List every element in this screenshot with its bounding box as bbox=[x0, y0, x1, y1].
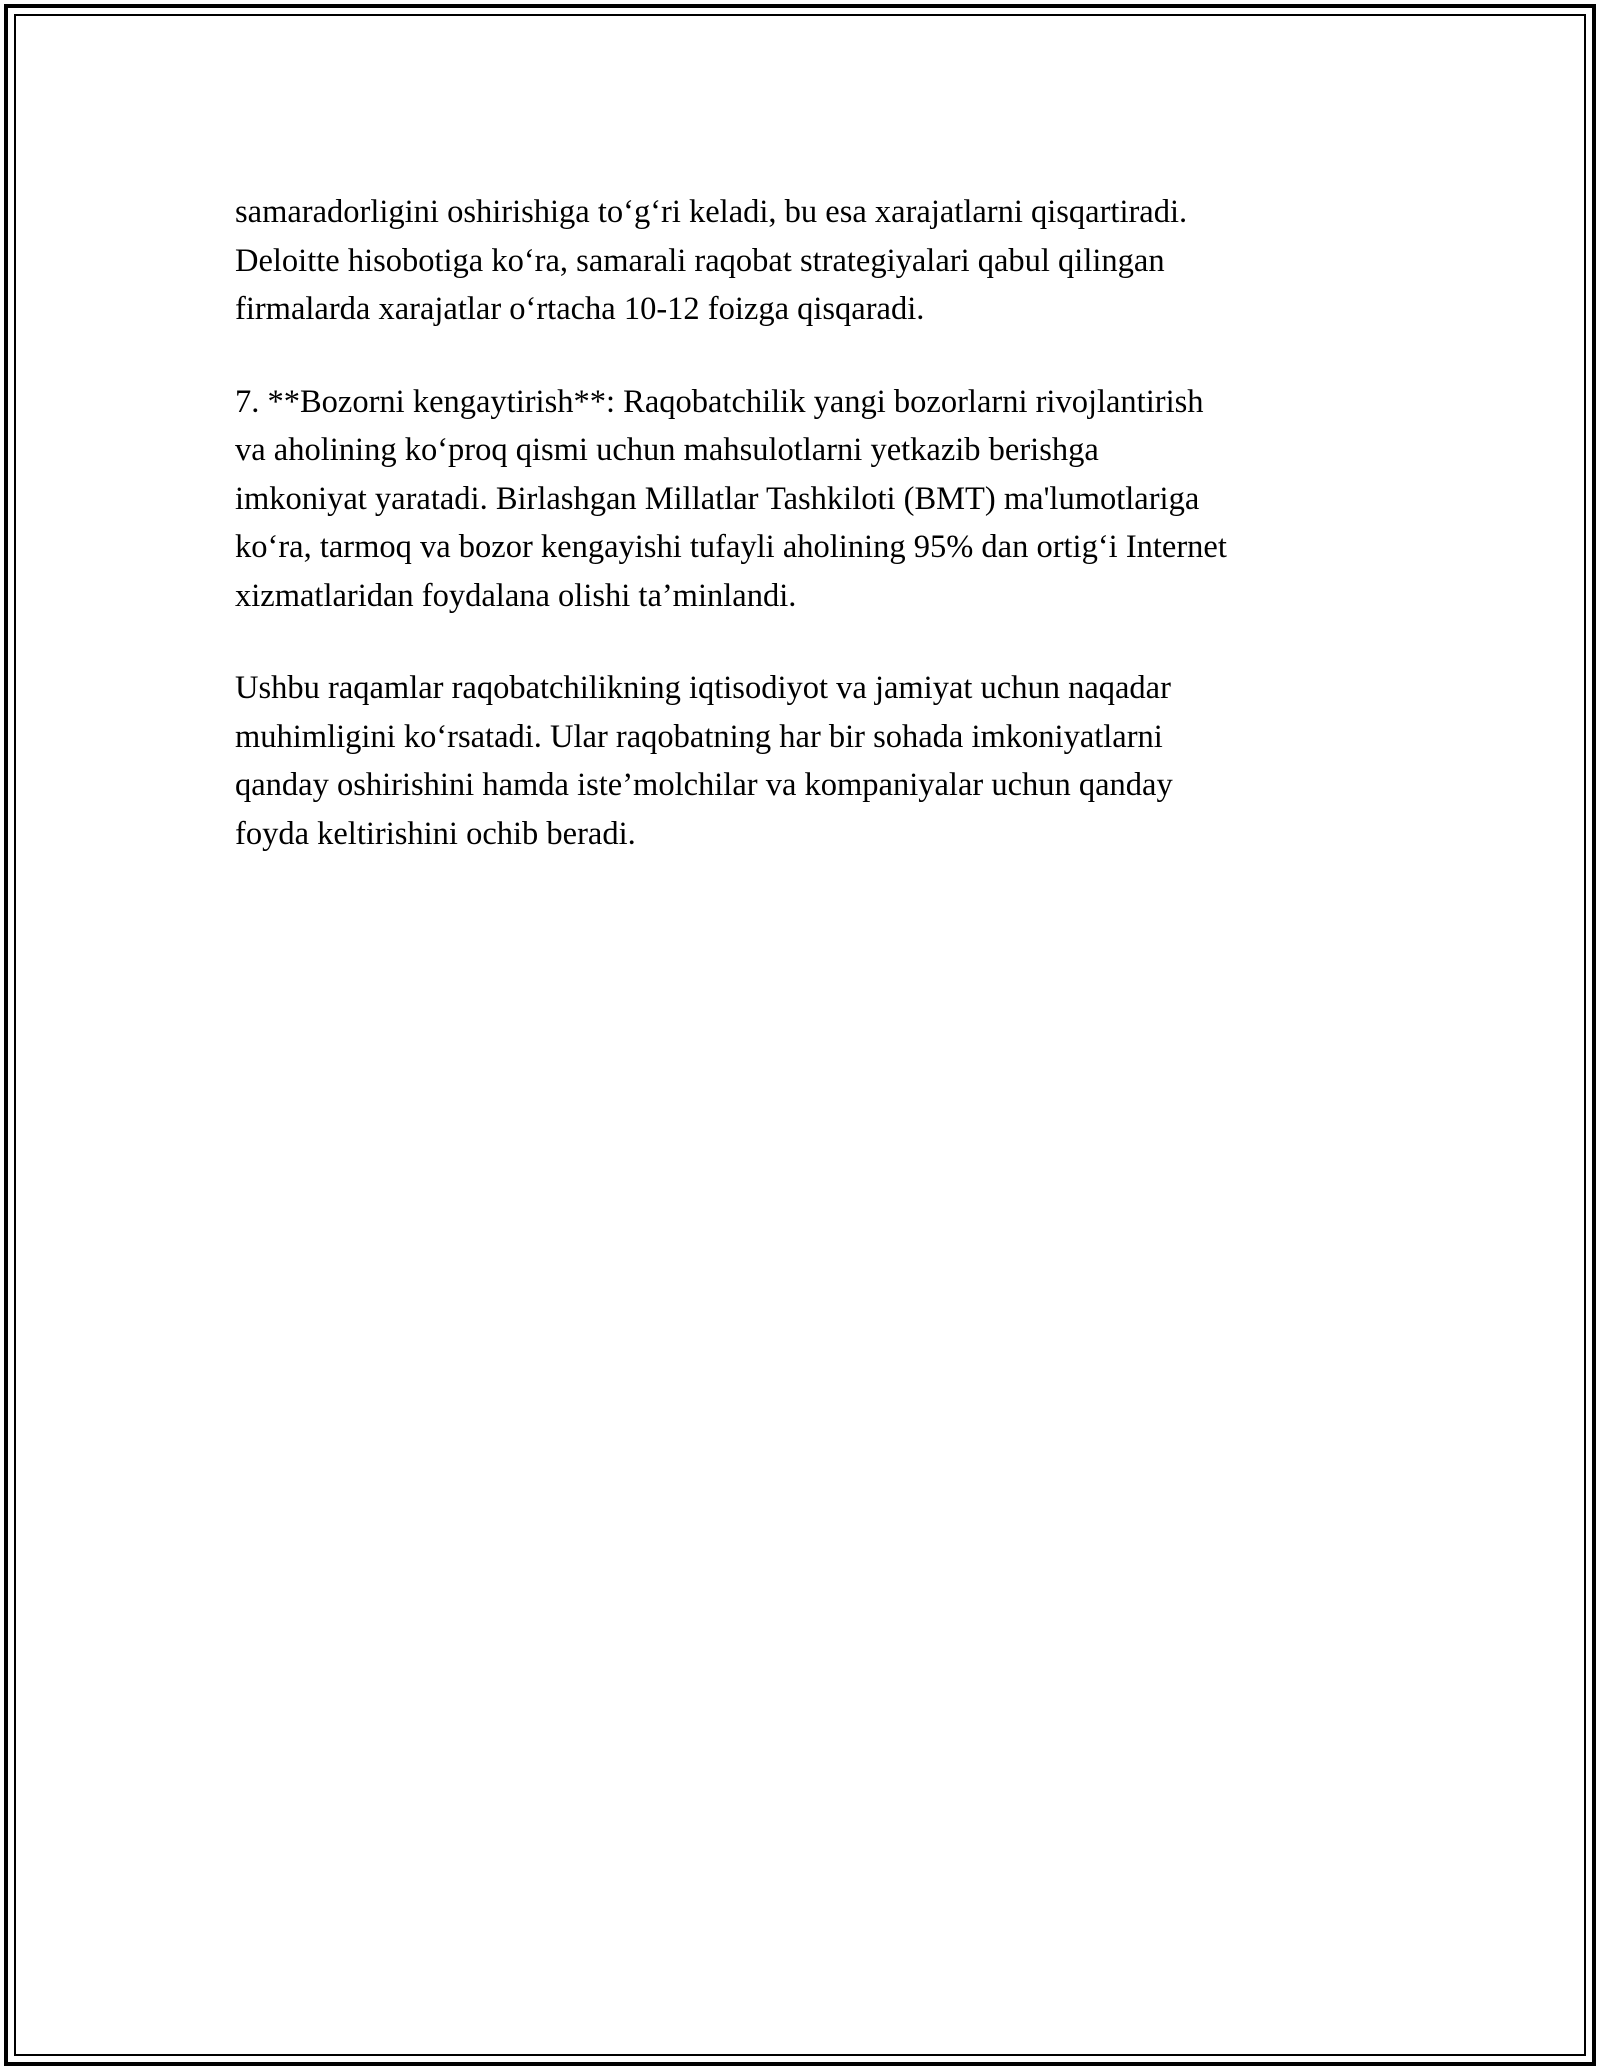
text-line: foyda keltirishini ochib beradi. bbox=[235, 815, 636, 852]
text-line: 7. **Bozorni kengaytirish**: Raqobatchilik yangi bozorlarni rivojlantirish bbox=[235, 383, 1204, 420]
document-body bbox=[235, 188, 1375, 902]
text-line: Deloitte hisobotiga ko‘ra, samarali raqobat strategiyalari qabul qilingan bbox=[235, 242, 1165, 279]
text-line: qanday oshirishini hamda iste’molchilar va kompaniyalar uchun qanday bbox=[235, 767, 1173, 803]
text-line: xizmatlaridan foydalana olishi ta’minlandi. bbox=[235, 577, 797, 614]
paragraph-market-expansion bbox=[235, 378, 1375, 621]
text-line: samaradorligini oshirishiga to‘g‘ri keladi, bu esa xarajatlarni qisqartiradi. bbox=[235, 194, 1188, 230]
paragraph-conclusion bbox=[235, 664, 1375, 858]
text-line: ko‘ra, tarmoq va bozor kengayishi tufayli aholining 95% dan ortig‘i Internet bbox=[235, 529, 1227, 565]
text-line: imkoniyat yaratadi. Birlashgan Millatlar Tashkiloti (BMT) ma'lumotlariga bbox=[235, 480, 1200, 517]
text-line: muhimligini ko‘rsatadi. Ular raqobatning har bir sohada imkoniyatlarni bbox=[235, 718, 1163, 755]
text-line: va aholining ko‘proq qismi uchun mahsulotlarni yetkazib berishga bbox=[235, 432, 1099, 468]
text-line: firmalarda xarajatlar o‘rtacha 10-12 foizga qisqaradi. bbox=[235, 291, 925, 327]
paragraph-cost-reduction bbox=[235, 188, 1375, 334]
text-line: Ushbu raqamlar raqobatchilikning iqtisodiyot va jamiyat uchun naqadar bbox=[235, 670, 1171, 706]
